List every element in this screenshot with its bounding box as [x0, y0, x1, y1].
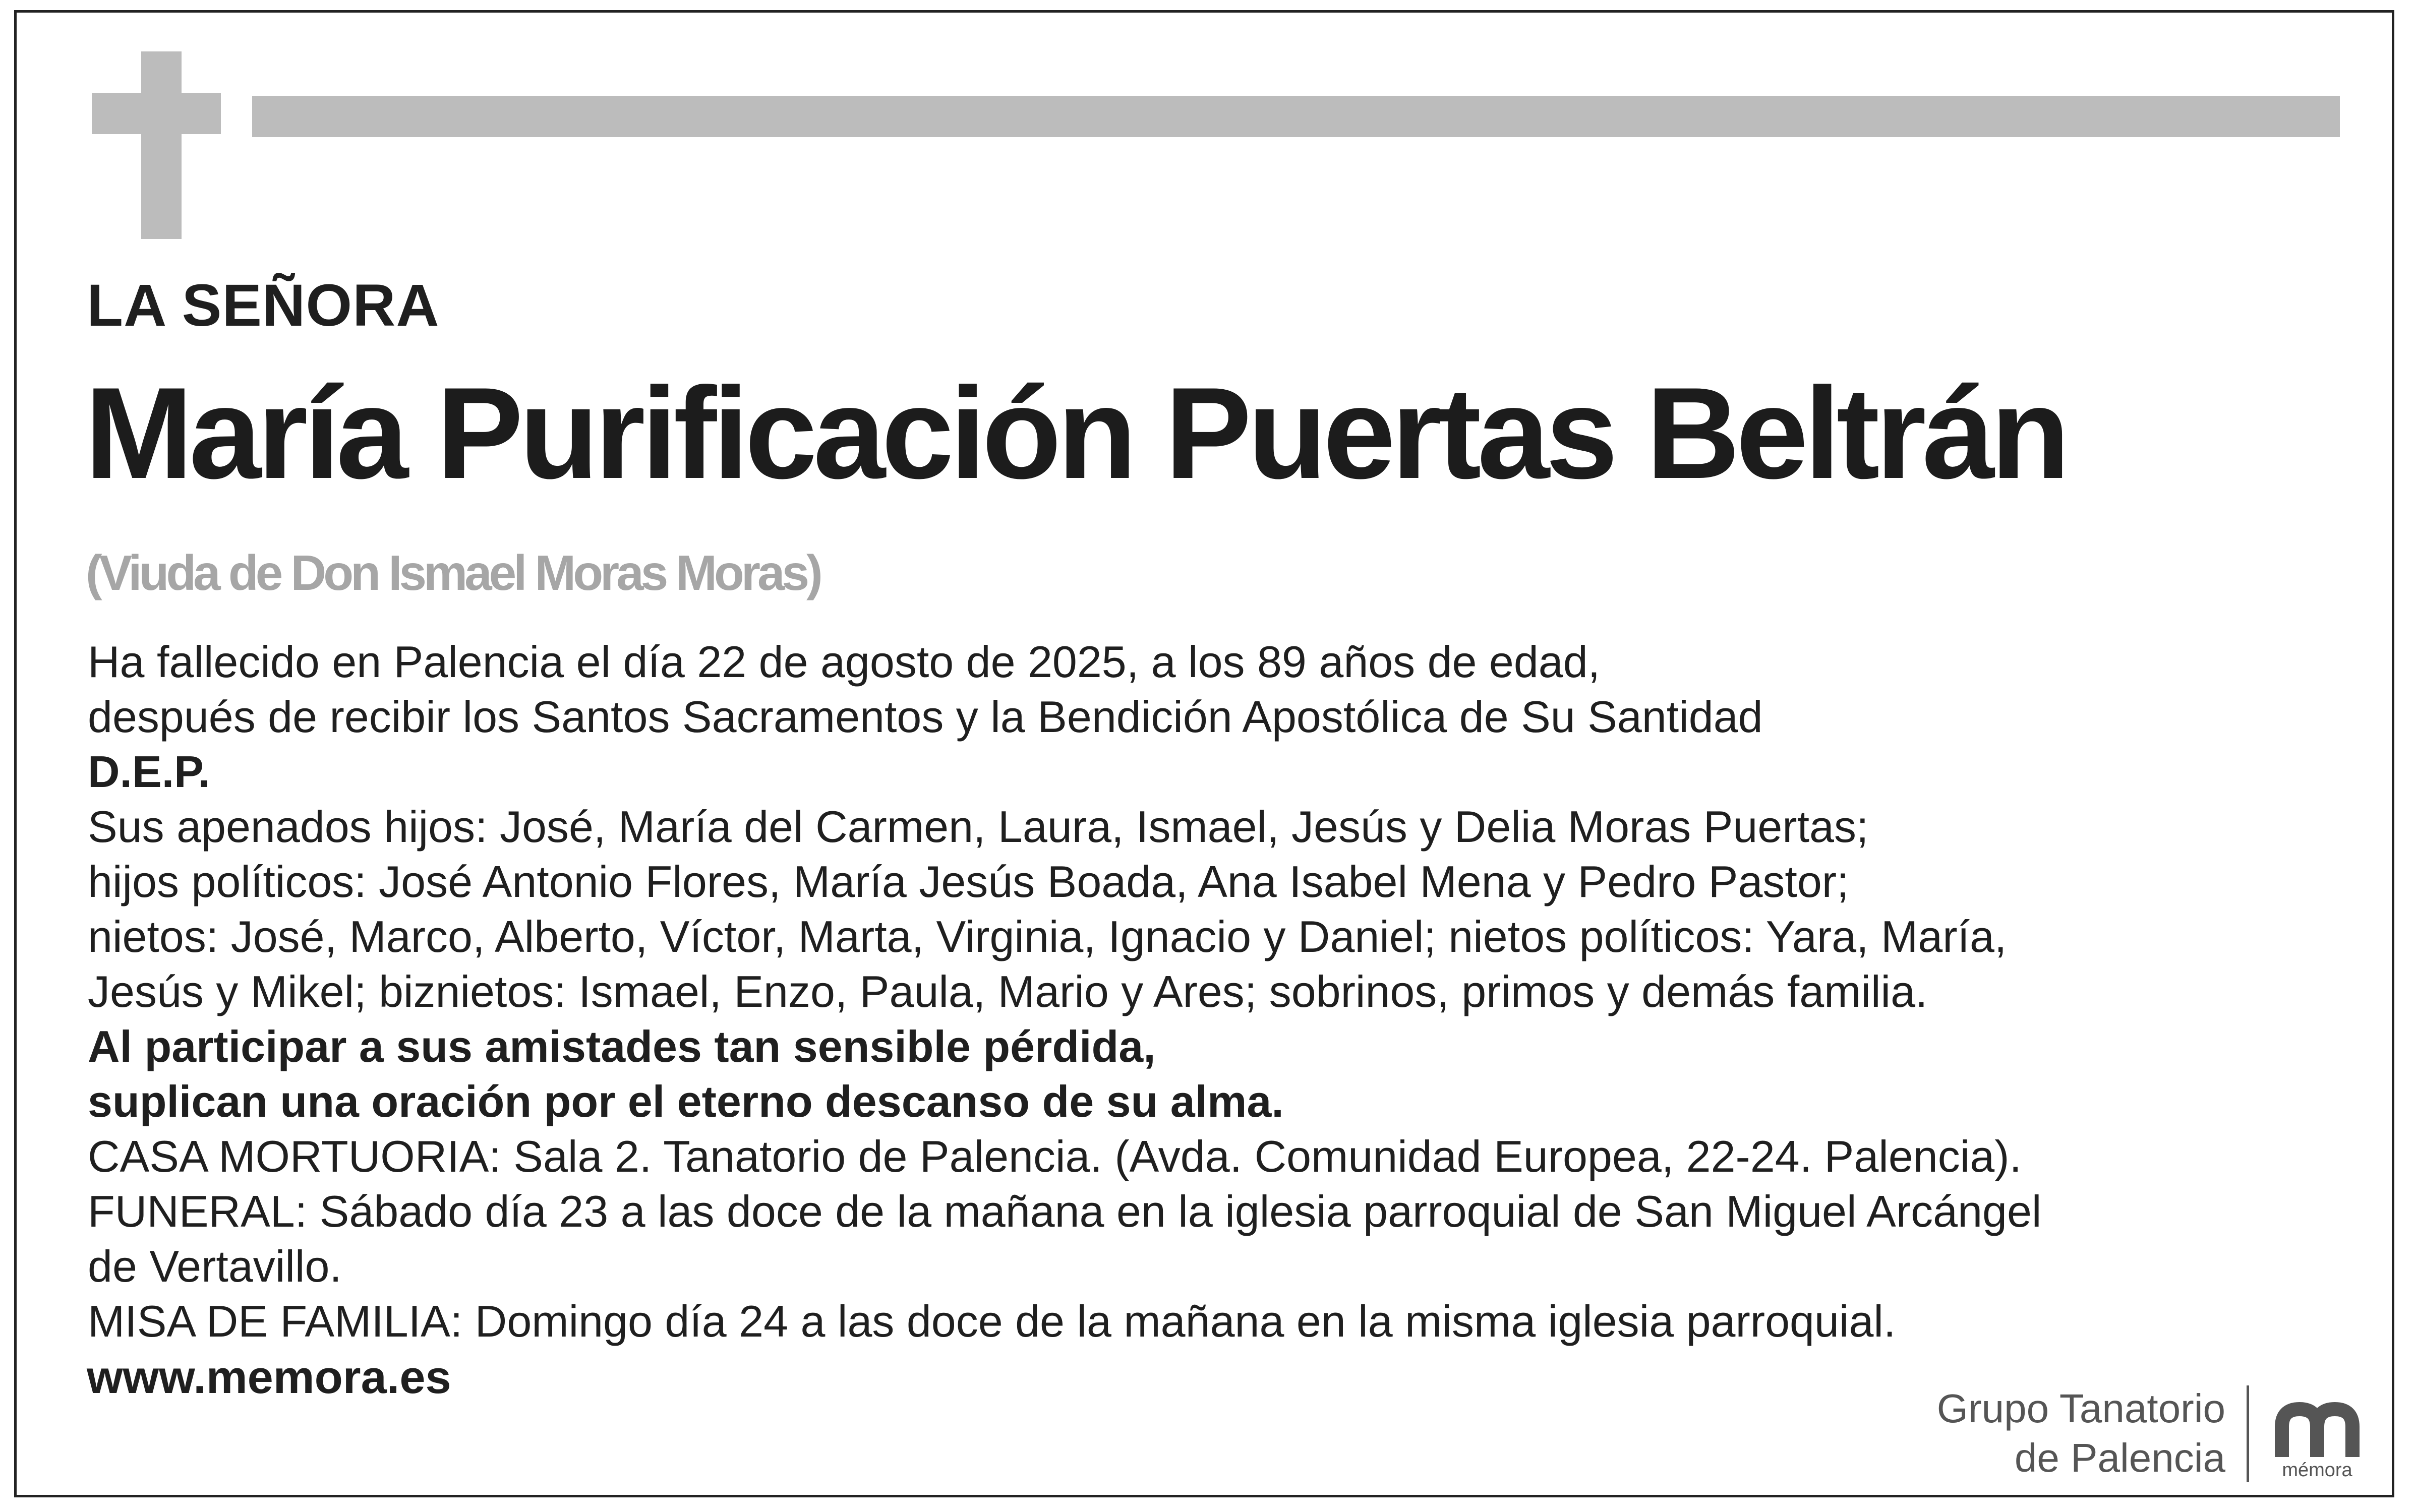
notice-body [88, 634, 2041, 1349]
cross-icon [141, 51, 182, 239]
notice-line: CASA MORTUORIA: Sala 2. Tanatorio de Palencia. (Avda. Comunidad Europea, 22-24. Palencia). [88, 1131, 2022, 1181]
cross-icon-arm [92, 93, 221, 134]
notice-line: FUNERAL: Sábado día 23 a las doce de la mañana en la iglesia parroquial de San Miguel Arcángel [88, 1186, 2042, 1236]
logo-text: mémora [2282, 1460, 2352, 1481]
website-link[interactable]: www.memora.es [87, 1352, 451, 1403]
dep-line: D.E.P. [88, 747, 210, 797]
notice-line: hijos políticos: José Antonio Flores, María Jesús Boada, Ana Isabel Mena y Pedro Pastor; [88, 857, 1849, 906]
widow-subtitle: (Viuda de Don Ismael Moras Moras) [86, 545, 820, 600]
deceased-name: María Purificación Puertas Beltrán [85, 360, 2067, 506]
notice-title: LA SEÑORA [87, 272, 440, 339]
notice-line: MISA DE FAMILIA: Domingo día 24 a las doce de la mañana en la misma iglesia parroquial. [88, 1296, 1896, 1346]
notice-line: Jesús y Mikel; biznietos: Ismael, Enzo, Paula, Mario y Ares; sobrinos, primos y demás familia. [88, 966, 1928, 1016]
brand-line-2: de Palencia [2014, 1435, 2225, 1480]
notice-bold-line: Al participar a sus amistades tan sensible pérdida, [88, 1021, 1156, 1071]
header-bar [252, 96, 2340, 137]
brand-divider [2247, 1385, 2249, 1482]
notice-line: Sus apenados hijos: José, María del Carmen, Laura, Ismael, Jesús y Delia Moras Puertas; [88, 802, 1869, 852]
notice-line: nietos: José, Marco, Alberto, Víctor, Marta, Virginia, Ignacio y Daniel; nietos políticos: Yara, María, [88, 912, 2007, 961]
notice-line: Ha fallecido en Palencia el día 22 de agosto de 2025, a los 89 años de edad, [88, 637, 1601, 687]
notice-bold-line: suplican una oración por el eterno descanso de su alma. [88, 1076, 1284, 1126]
notice-line: después de recibir los Santos Sacramentos y la Bendición Apostólica de Su Santidad [88, 692, 1763, 742]
brand-name [1937, 1384, 2225, 1483]
brand-line-1: Grupo Tanatorio [1936, 1386, 2225, 1431]
notice-line: de Vertavillo. [88, 1241, 342, 1291]
